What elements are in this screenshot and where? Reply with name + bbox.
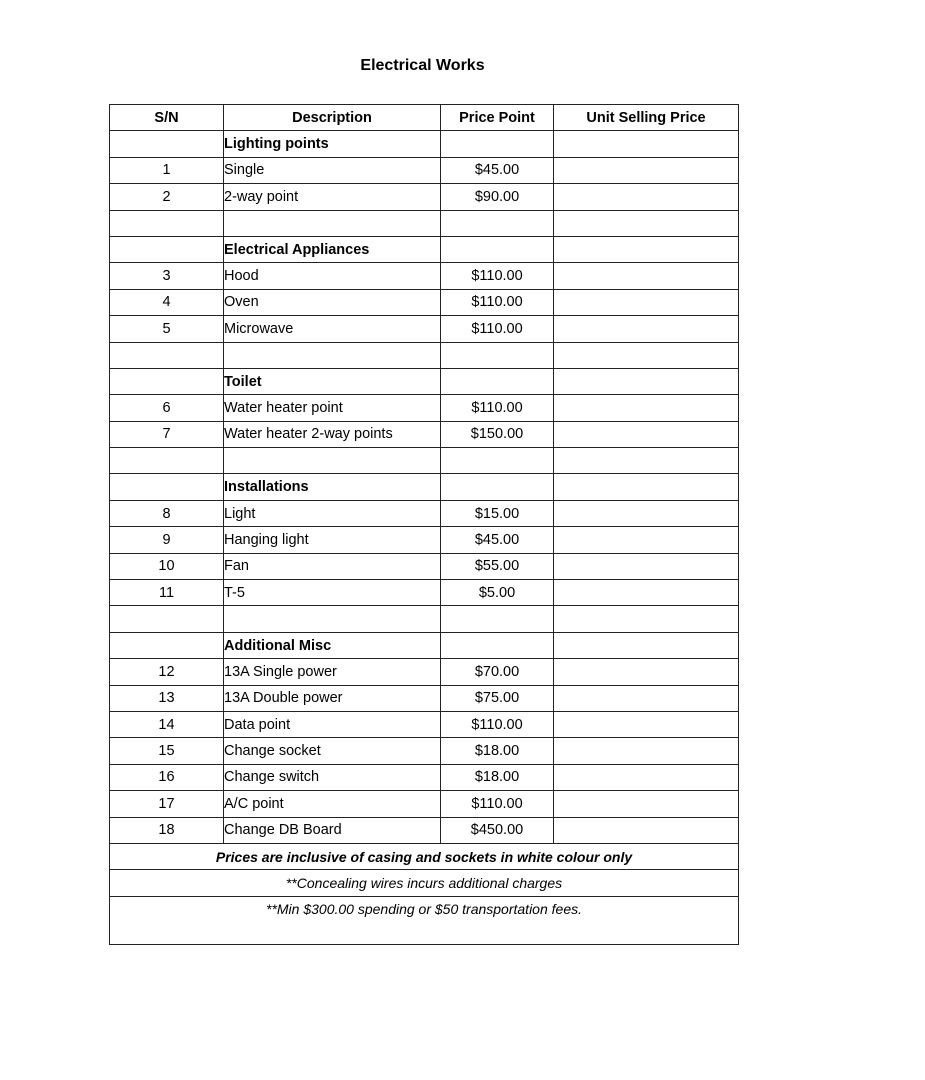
- price-cell: [441, 632, 554, 658]
- price-cell: [441, 236, 554, 262]
- sn-cell: 13: [110, 685, 224, 711]
- price-cell: $75.00: [441, 685, 554, 711]
- sn-cell: 17: [110, 791, 224, 817]
- price-cell: $15.00: [441, 500, 554, 526]
- empty-cell: [554, 342, 739, 368]
- empty-cell: [441, 210, 554, 236]
- header-price-point: Price Point: [441, 105, 554, 131]
- blank-row: [110, 448, 739, 474]
- price-cell: $18.00: [441, 738, 554, 764]
- description-cell: Fan: [224, 553, 441, 579]
- price-cell: $110.00: [441, 263, 554, 289]
- description-cell: Oven: [224, 289, 441, 315]
- description-cell: T-5: [224, 580, 441, 606]
- note-row: [110, 870, 739, 896]
- description-cell: Water heater point: [224, 395, 441, 421]
- document-title: Electrical Works: [360, 57, 485, 74]
- empty-cell: [441, 448, 554, 474]
- unit-selling-price-cell: [554, 157, 739, 183]
- unit-selling-price-cell: [554, 368, 739, 394]
- note-row: [110, 843, 739, 869]
- unit-selling-price-cell: [554, 474, 739, 500]
- unit-selling-price-cell: [554, 817, 739, 843]
- price-cell: $110.00: [441, 711, 554, 737]
- table-row: [110, 553, 739, 579]
- empty-cell: [110, 448, 224, 474]
- unit-selling-price-cell: [554, 659, 739, 685]
- unit-selling-price-cell: [554, 632, 739, 658]
- header-unit-selling-price: Unit Selling Price: [554, 105, 739, 131]
- empty-cell: [554, 606, 739, 632]
- empty-cell: [441, 342, 554, 368]
- description-cell: Data point: [224, 711, 441, 737]
- price-cell: $55.00: [441, 553, 554, 579]
- price-cell: $18.00: [441, 764, 554, 790]
- note-text: **Concealing wires incurs additional charges: [110, 870, 739, 896]
- table-row: [110, 263, 739, 289]
- note-text: Prices are inclusive of casing and sockets in white colour only: [110, 843, 739, 869]
- unit-selling-price-cell: [554, 236, 739, 262]
- table-body: [110, 131, 739, 944]
- unit-selling-price-cell: [554, 764, 739, 790]
- sn-cell: 8: [110, 500, 224, 526]
- description-cell: 13A Single power: [224, 659, 441, 685]
- section-title: Electrical Appliances: [224, 236, 441, 262]
- table-row: [110, 659, 739, 685]
- description-cell: Hood: [224, 263, 441, 289]
- sn-cell: [110, 131, 224, 157]
- sn-cell: 15: [110, 738, 224, 764]
- sn-cell: 11: [110, 580, 224, 606]
- sn-cell: 3: [110, 263, 224, 289]
- unit-selling-price-cell: [554, 131, 739, 157]
- sn-cell: 9: [110, 527, 224, 553]
- sn-cell: [110, 236, 224, 262]
- price-cell: $5.00: [441, 580, 554, 606]
- price-cell: $45.00: [441, 157, 554, 183]
- blank-row: [110, 210, 739, 236]
- table-row: [110, 184, 739, 210]
- unit-selling-price-cell: [554, 685, 739, 711]
- table-row: [110, 580, 739, 606]
- table-row: [110, 421, 739, 447]
- empty-cell: [224, 606, 441, 632]
- price-cell: $70.00: [441, 659, 554, 685]
- description-cell: A/C point: [224, 791, 441, 817]
- description-cell: Change DB Board: [224, 817, 441, 843]
- header-sn: S/N: [110, 105, 224, 131]
- description-cell: Microwave: [224, 316, 441, 342]
- table-header-row: [110, 105, 739, 131]
- sn-cell: 7: [110, 421, 224, 447]
- price-cell: [441, 474, 554, 500]
- note-text: **Min $300.00 spending or $50 transportation fees.: [110, 896, 739, 944]
- section-row: [110, 368, 739, 394]
- description-cell: Hanging light: [224, 527, 441, 553]
- price-cell: $90.00: [441, 184, 554, 210]
- description-cell: 13A Double power: [224, 685, 441, 711]
- section-title: Lighting points: [224, 131, 441, 157]
- blank-row: [110, 342, 739, 368]
- table-row: [110, 289, 739, 315]
- table-row: [110, 791, 739, 817]
- unit-selling-price-cell: [554, 263, 739, 289]
- table-row: [110, 395, 739, 421]
- table-row: [110, 157, 739, 183]
- table-row: [110, 685, 739, 711]
- sn-cell: 5: [110, 316, 224, 342]
- empty-cell: [554, 210, 739, 236]
- sn-cell: 12: [110, 659, 224, 685]
- section-title: Installations: [224, 474, 441, 500]
- empty-cell: [554, 448, 739, 474]
- empty-cell: [110, 210, 224, 236]
- note-row: [110, 896, 739, 944]
- description-cell: Light: [224, 500, 441, 526]
- price-cell: $45.00: [441, 527, 554, 553]
- unit-selling-price-cell: [554, 289, 739, 315]
- description-cell: Change switch: [224, 764, 441, 790]
- unit-selling-price-cell: [554, 395, 739, 421]
- empty-cell: [224, 342, 441, 368]
- price-cell: $110.00: [441, 289, 554, 315]
- section-row: [110, 474, 739, 500]
- unit-selling-price-cell: [554, 527, 739, 553]
- sn-cell: [110, 632, 224, 658]
- empty-cell: [110, 342, 224, 368]
- price-cell: [441, 131, 554, 157]
- sn-cell: 18: [110, 817, 224, 843]
- section-row: [110, 236, 739, 262]
- description-cell: Water heater 2-way points: [224, 421, 441, 447]
- table-row: [110, 500, 739, 526]
- unit-selling-price-cell: [554, 316, 739, 342]
- empty-cell: [224, 448, 441, 474]
- sn-cell: 2: [110, 184, 224, 210]
- price-cell: $110.00: [441, 791, 554, 817]
- table-row: [110, 738, 739, 764]
- section-title: Toilet: [224, 368, 441, 394]
- empty-cell: [441, 606, 554, 632]
- price-cell: $450.00: [441, 817, 554, 843]
- description-cell: 2-way point: [224, 184, 441, 210]
- sn-cell: 1: [110, 157, 224, 183]
- table-row: [110, 527, 739, 553]
- table-row: [110, 764, 739, 790]
- unit-selling-price-cell: [554, 500, 739, 526]
- unit-selling-price-cell: [554, 580, 739, 606]
- sn-cell: [110, 474, 224, 500]
- unit-selling-price-cell: [554, 184, 739, 210]
- section-title: Additional Misc: [224, 632, 441, 658]
- sn-cell: 14: [110, 711, 224, 737]
- table-row: [110, 817, 739, 843]
- description-cell: Change socket: [224, 738, 441, 764]
- unit-selling-price-cell: [554, 553, 739, 579]
- unit-selling-price-cell: [554, 711, 739, 737]
- blank-row: [110, 606, 739, 632]
- sn-cell: 16: [110, 764, 224, 790]
- section-row: [110, 131, 739, 157]
- price-cell: [441, 368, 554, 394]
- price-cell: $150.00: [441, 421, 554, 447]
- unit-selling-price-cell: [554, 421, 739, 447]
- header-description: Description: [224, 105, 441, 131]
- price-cell: $110.00: [441, 316, 554, 342]
- section-row: [110, 632, 739, 658]
- description-cell: Single: [224, 157, 441, 183]
- table-row: [110, 711, 739, 737]
- sn-cell: 4: [110, 289, 224, 315]
- table-row: [110, 316, 739, 342]
- empty-cell: [110, 606, 224, 632]
- unit-selling-price-cell: [554, 738, 739, 764]
- sn-cell: 10: [110, 553, 224, 579]
- sn-cell: [110, 368, 224, 394]
- sn-cell: 6: [110, 395, 224, 421]
- unit-selling-price-cell: [554, 791, 739, 817]
- price-cell: $110.00: [441, 395, 554, 421]
- price-table: [109, 104, 739, 945]
- empty-cell: [224, 210, 441, 236]
